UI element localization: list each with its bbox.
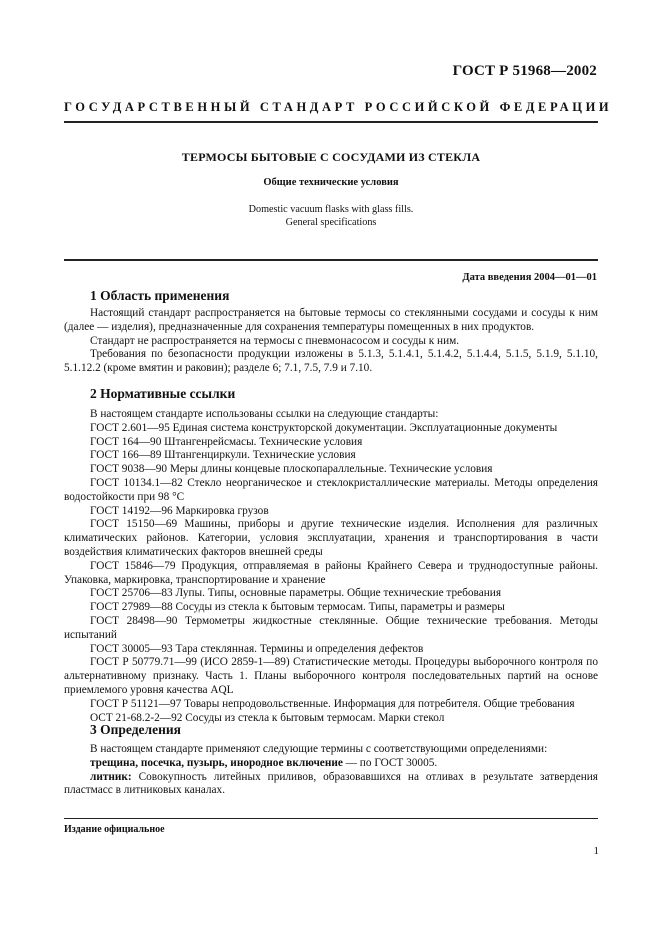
gost-code: ГОСТ Р 51968—2002 xyxy=(452,63,597,79)
header-rule xyxy=(64,121,598,123)
introduction-date: Дата введения 2004—01—01 xyxy=(462,272,597,283)
section-2-heading: 2 Нормативные ссылки xyxy=(90,386,236,401)
reference-item: ГОСТ 28498—90 Термометры жидкостные стеклянные. Общие технические требования. Методы испытаний xyxy=(64,614,598,641)
definition-item xyxy=(64,757,598,771)
reference-item: ГОСТ 2.601—95 Единая система конструкторской документации. Эксплуатационные документы xyxy=(90,421,558,434)
reference-item: ГОСТ Р 50779.71—99 (ИСО 2859-1—89) Статистические методы. Процедуры выборочного контроля по альтернативному признаку. Часть 1. Планы выборочного контроля последовательных партий на основе приемлемого уровня качества AQL xyxy=(64,656,598,696)
page-number: 1 xyxy=(593,845,599,857)
english-title-line2: General specifications xyxy=(285,217,377,228)
reference-item: ГОСТ 15846—79 Продукция, отправляемая в районы Крайнего Севера и труднодоступные районы. Упаковка, маркировка, транспортирование и хранение xyxy=(64,559,598,586)
section-3-heading: 3 Определения xyxy=(90,722,181,737)
section-1-paragraph: Стандарт не распространяется на термосы с пневмонасосом и сосуды к ним. xyxy=(90,334,460,347)
section-1-body xyxy=(64,307,598,376)
definition-item xyxy=(64,771,598,799)
reference-item: ГОСТ 10134.1—82 Стекло неорганическое и стеклокристаллические материалы. Методы определения водостойкости при 98 °С xyxy=(64,476,598,503)
english-title-line1: Domestic vacuum flasks with glass fills. xyxy=(248,204,414,215)
definition-text: Совокупность литейных приливов, образовавшихся на отливах в результате затвердения пластмасс в литниковых каналах. xyxy=(64,770,598,797)
reference-item: ГОСТ 30005—93 Тара стеклянная. Термины и определения дефектов xyxy=(90,642,424,655)
reference-item: ГОСТ 9038—90 Меры длины концевые плоскопараллельные. Технические условия xyxy=(90,463,493,476)
reference-item: ГОСТ Р 51121—97 Товары непродовольственные. Информация для потребителя. Общие требования xyxy=(90,697,575,710)
reference-item: ГОСТ 164—90 Штангенрейсмасы. Технические условия xyxy=(90,435,363,448)
document-subtitle: Общие технические условия xyxy=(263,177,399,188)
references-intro: В настоящем стандарте использованы ссылки на следующие стандарты: xyxy=(90,408,439,420)
reference-item: ГОСТ 166—89 Штангенциркули. Технические условия xyxy=(90,449,356,462)
official-edition-label: Издание официальное xyxy=(64,824,165,835)
section-1-paragraph: Настоящий стандарт распространяется на бытовые термосы со стеклянными сосудами и сосуды к ним (далее — изделия), предназначенные для сохранения температуры помещенных в них продуктов. xyxy=(64,307,598,333)
reference-item: ГОСТ 27989—88 Сосуды из стекла к бытовым термосам. Типы, параметры и размеры xyxy=(90,601,505,614)
section-3-body xyxy=(64,743,598,798)
definition-term: трещина, посечка, пузырь, инородное включение xyxy=(90,756,343,769)
definition-term: литник: xyxy=(90,770,132,783)
document-title: ТЕРМОСЫ БЫТОВЫЕ С СОСУДАМИ ИЗ СТЕКЛА xyxy=(181,150,481,164)
title-rule xyxy=(64,259,598,261)
section-1-heading: 1 Область применения xyxy=(90,288,230,303)
reference-item: ОСТ 21-68.2-2—92 Сосуды из стекла к бытовым термосам. Марки стекол xyxy=(90,711,445,724)
organization-banner: ГОСУДАРСТВЕННЫЙ СТАНДАРТ РОССИЙСКОЙ ФЕДЕРАЦИИ xyxy=(64,100,613,114)
reference-item: ГОСТ 25706—83 Лупы. Типы, основные параметры. Общие технические требования xyxy=(90,587,502,600)
footer-rule xyxy=(64,818,598,819)
definitions-intro: В настоящем стандарте применяют следующие термины с соответствующими определениями: xyxy=(90,743,548,755)
definition-text: — по ГОСТ 30005. xyxy=(342,756,438,769)
reference-item: ГОСТ 15150—69 Машины, приборы и другие технические изделия. Исполнения для различных климатических районов. Категории, условия эксплуатации, хранения и транспортирования в части воздействия климатических факторов внешней среды xyxy=(64,518,598,558)
reference-item: ГОСТ 14192—96 Маркировка грузов xyxy=(90,504,269,517)
section-1-paragraph: Требования по безопасности продукции изложены в 5.1.3, 5.1.4.1, 5.1.4.2, 5.1.4.4, 5.1.5, 5.1.9, 5.1.10, 5.1.12.2 (кроме вмятин и раковин); разделе 6; 7.1, 7.5, 7.9 и 7.10. xyxy=(64,348,598,375)
normative-references xyxy=(64,408,598,725)
